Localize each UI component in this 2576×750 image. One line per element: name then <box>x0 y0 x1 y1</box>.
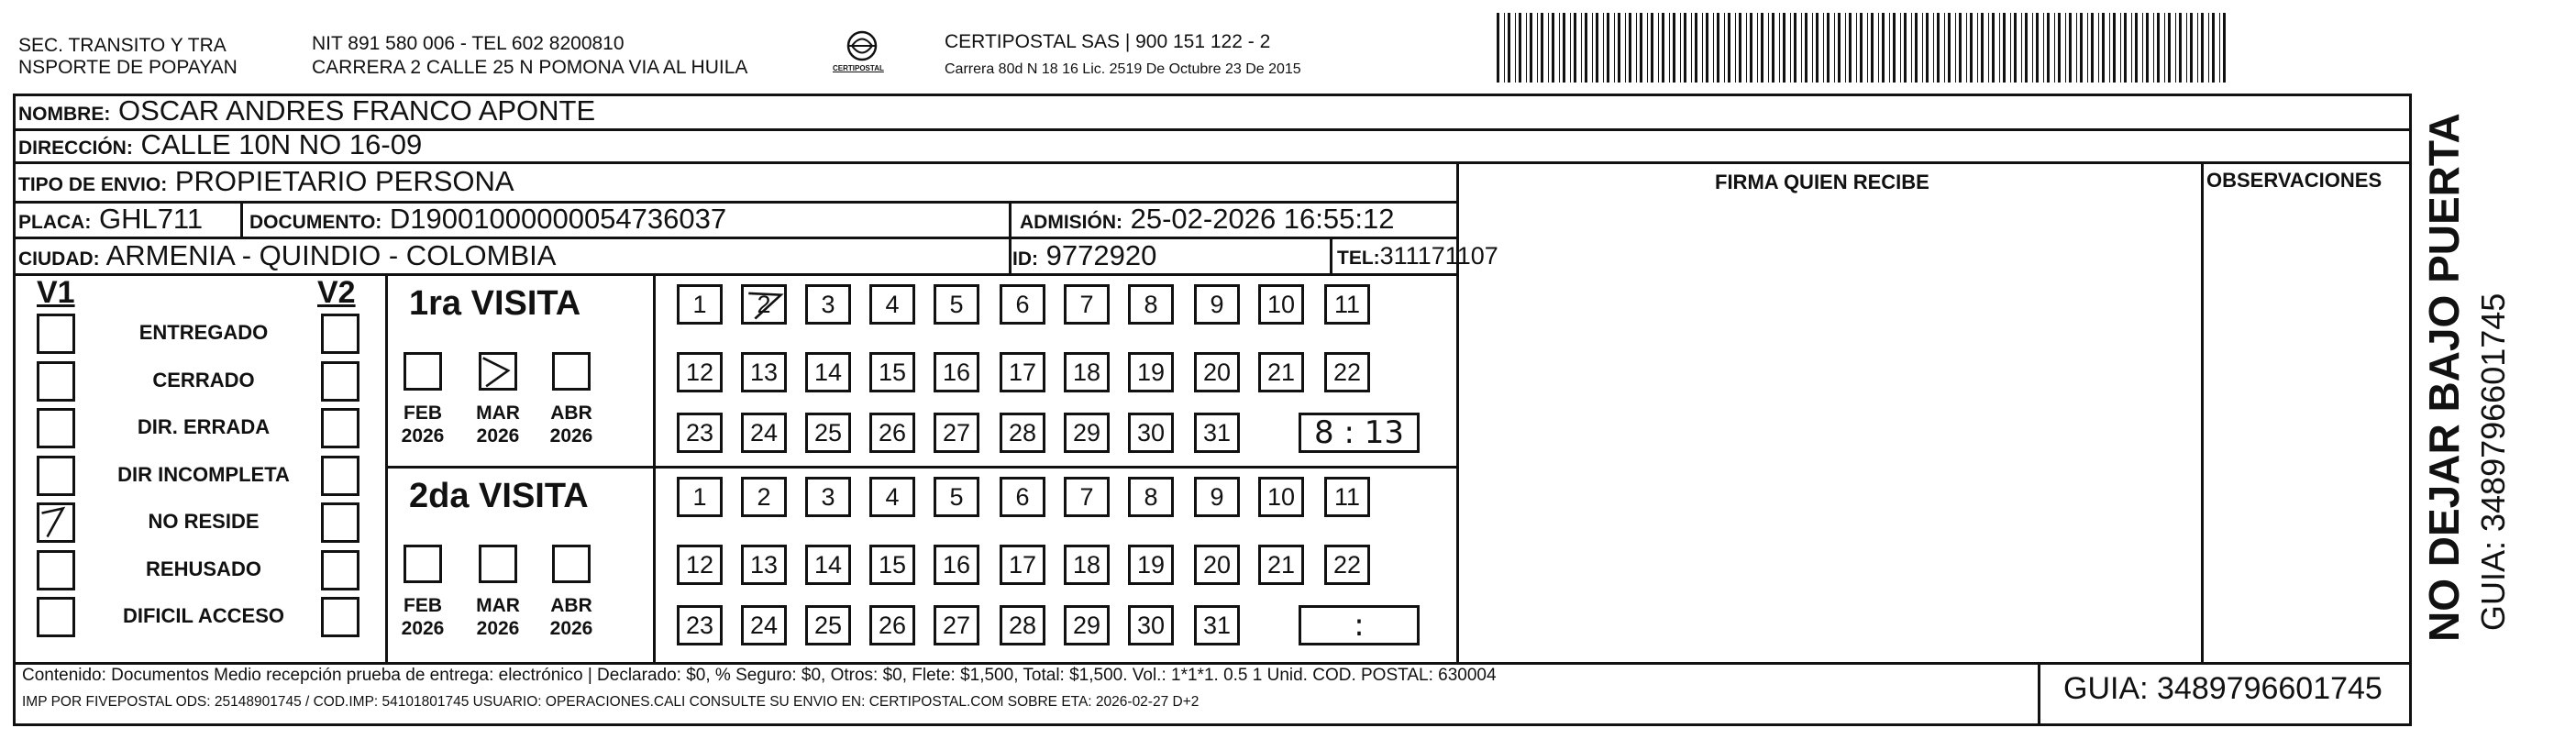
day-box[interactable]: 11 <box>1324 477 1370 517</box>
barcode-bar <box>1581 13 1582 83</box>
barcode-bar <box>1717 13 1719 83</box>
day-box[interactable]: 14 <box>805 352 851 392</box>
ciudad-field <box>18 240 556 275</box>
month-name: MAR <box>476 403 520 424</box>
barcode-bar <box>1757 13 1758 83</box>
logo-icon <box>835 28 890 83</box>
day-box[interactable]: 16 <box>934 545 979 585</box>
barcode-bar <box>2164 13 2165 83</box>
sender-name-line1: SEC. TRANSITO Y TRA <box>18 35 227 56</box>
placa-label: PLACA: <box>18 212 92 233</box>
day-box[interactable]: 19 <box>1128 352 1174 392</box>
day-box[interactable]: 8 <box>1128 477 1174 517</box>
barcode-bar <box>1999 13 2000 83</box>
day-box[interactable]: 18 <box>1064 352 1110 392</box>
day-box[interactable]: 4 <box>869 284 915 325</box>
barcode-bar <box>1889 13 1890 83</box>
month-label <box>470 594 526 640</box>
barcode-bar <box>1618 13 1620 83</box>
barcode-bar <box>1761 13 1763 83</box>
placa-value: GHL711 <box>98 203 204 235</box>
rule-firma-left <box>1456 161 1459 663</box>
day-box[interactable]: 25 <box>805 413 851 453</box>
barcode-bar <box>1816 13 1819 83</box>
month-year: 2026 <box>401 425 445 447</box>
sender-address: CARRERA 2 CALLE 25 N POMONA VIA AL HUILA <box>312 57 748 78</box>
direccion-label: DIRECCIÓN: <box>18 138 133 159</box>
day-box[interactable]: 1 <box>677 284 723 325</box>
barcode-bar <box>2054 13 2055 83</box>
day-box[interactable]: 9 <box>1194 284 1240 325</box>
barcode-bar <box>1937 13 1940 83</box>
visit-time-box[interactable]: 8 : 13 <box>1299 413 1420 453</box>
barcode-bar <box>2190 13 2193 83</box>
day-box[interactable]: 30 <box>1128 605 1174 645</box>
barcode-bar <box>1563 13 1565 83</box>
barcode-bar <box>2021 13 2022 83</box>
barcode-bar <box>1596 13 1598 83</box>
day-box[interactable]: 21 <box>1258 545 1304 585</box>
barcode-bar <box>2010 13 2011 83</box>
barcode-bar <box>1603 13 1604 83</box>
nombre-label: NOMBRE: <box>18 104 111 125</box>
barcode-bar <box>1592 13 1593 83</box>
month-name: FEB <box>404 403 442 424</box>
barcode-bar <box>1955 13 1956 83</box>
barcode-bar <box>2080 13 2083 83</box>
barcode-bar <box>2186 13 2187 83</box>
barcode-bar <box>1856 13 1857 83</box>
day-box[interactable]: 6 <box>1000 477 1045 517</box>
day-box[interactable]: 7 <box>1064 284 1110 325</box>
day-box[interactable]: 3 <box>805 284 851 325</box>
barcode-bar <box>1695 13 1697 83</box>
barcode-bar <box>2113 13 2116 83</box>
barcode-bar <box>1966 13 1967 83</box>
day-box[interactable]: 16 <box>934 352 979 392</box>
day-box[interactable]: 10 <box>1258 284 1304 325</box>
day-box[interactable]: 9 <box>1194 477 1240 517</box>
barcode-bar <box>2168 13 2171 83</box>
barcode-bar <box>1783 13 1786 83</box>
visit-title: 2da VISITA <box>409 477 589 515</box>
barcode-bar <box>2223 13 2226 83</box>
barcode-bar <box>2157 13 2160 83</box>
barcode-bar <box>1882 13 1885 83</box>
barcode-bar <box>1559 13 1560 83</box>
status-label: CERRADO <box>152 368 255 392</box>
footer-imp: IMP POR FIVEPOSTAL ODS: 25148901745 / COD.IMP: 54101801745 USUARIO: OPERACIONES.CALI CONSULTE SU ENVIO EN: CERTIPOSTAL.COM SOBRE ETA: 2026-02-27 D+2 <box>22 694 1200 710</box>
barcode-bar <box>1922 13 1923 83</box>
v1-header: V1 <box>37 275 75 310</box>
side-warning: NO DEJAR BAJO PUERTA <box>2420 113 2468 642</box>
barcode-bar <box>2102 13 2105 83</box>
v2-checkbox[interactable] <box>321 456 359 496</box>
barcode-bar <box>1691 13 1692 83</box>
footer-contenido: Contenido: Documentos Medio recepción prueba de entrega: electrónico | Declarado: $0, % Seguro: $0, Otros: $0, Flete: $1,500, Total: $1,500. Vol.: 1*1*1. 0.5 1 Unid. COD. POSTAL: 630004 <box>22 666 1497 685</box>
barcode-bar <box>1860 13 1863 83</box>
placa-field <box>18 204 203 238</box>
month-checkbox[interactable] <box>404 545 442 583</box>
barcode-bar <box>1658 13 1659 83</box>
day-box[interactable]: 21 <box>1258 352 1304 392</box>
barcode-bar <box>1970 13 1973 83</box>
barcode-bar <box>1812 13 1813 83</box>
barcode-bar <box>1625 13 1626 83</box>
barcode-bar <box>1790 13 1791 83</box>
barcode-bar <box>1849 13 1852 83</box>
barcode-bar <box>1548 13 1549 83</box>
company-license: Carrera 80d N 18 16 Lic. 2519 De Octubre 23 De 2015 <box>945 61 1301 77</box>
month-label <box>543 402 600 447</box>
tipo-envio-value: PROPIETARIO PERSONA <box>174 165 514 197</box>
id-label: ID: <box>1012 248 1038 270</box>
month-label <box>394 594 451 640</box>
barcode-bar <box>2142 13 2143 83</box>
barcode-bar <box>1871 13 1874 83</box>
barcode-bar <box>1768 13 1769 83</box>
ciudad-label: CIUDAD: <box>18 248 100 270</box>
status-label: DIFICIL ACCESO <box>122 604 284 627</box>
tipo-envio-label: TIPO DE ENVIO: <box>18 174 168 195</box>
tel-field <box>1337 240 1498 274</box>
day-box[interactable]: 8 <box>1128 284 1174 325</box>
side-guia: GUIA: 3489796601745 <box>2474 292 2512 631</box>
day-box[interactable]: 13 <box>741 352 787 392</box>
barcode-bar <box>2003 13 2006 83</box>
barcode-bar <box>1948 13 1951 83</box>
barcode-bar <box>1713 13 1714 83</box>
tel-value: 311171107 <box>1379 242 1498 270</box>
status-label: DIR. ERRADA <box>137 415 271 438</box>
firma-header: FIRMA QUIEN RECIBE <box>1715 171 1929 193</box>
day-box[interactable]: 12 <box>677 352 723 392</box>
month-checkbox[interactable] <box>552 352 591 391</box>
status-label: ENTREGADO <box>138 321 269 344</box>
barcode-bar <box>1607 13 1609 83</box>
company-name: CERTIPOSTAL SAS | 900 151 122 - 2 <box>945 31 1271 52</box>
v2-checkbox[interactable] <box>321 408 359 448</box>
v2-checkbox[interactable] <box>321 550 359 590</box>
month-year: 2026 <box>401 618 445 639</box>
rule-admision-sep <box>1009 201 1012 274</box>
barcode-bar <box>1629 13 1631 83</box>
day-box[interactable]: 13 <box>741 545 787 585</box>
v2-checkbox[interactable] <box>321 597 359 637</box>
v2-header: V2 <box>317 275 356 310</box>
day-box[interactable]: 28 <box>1000 413 1045 453</box>
documento-label: DOCUMENTO: <box>249 212 382 233</box>
barcode-bar <box>2091 13 2094 83</box>
documento-field <box>249 204 726 238</box>
barcode-bar <box>1636 13 1637 83</box>
month-year: 2026 <box>549 618 593 639</box>
barcode-bar <box>1662 13 1664 83</box>
observaciones-header: OBSERVACIONES <box>2206 169 2383 192</box>
day-box[interactable]: 20 <box>1194 352 1240 392</box>
barcode-bar <box>1702 13 1703 83</box>
day-box[interactable]: 26 <box>869 413 915 453</box>
barcode-bar <box>1735 13 1736 83</box>
barcode-bar <box>2065 13 2066 83</box>
v2-checkbox[interactable] <box>321 361 359 402</box>
month-label <box>470 402 526 447</box>
observaciones-area[interactable] <box>2205 202 2408 658</box>
barcode-bar <box>1823 13 1824 83</box>
barcode-bar <box>2135 13 2138 83</box>
day-box[interactable]: 11 <box>1324 284 1370 325</box>
certipostal-logo <box>835 28 890 83</box>
ciudad-value: ARMENIA - QUINDIO - COLOMBIA <box>105 239 557 271</box>
month-year: 2026 <box>549 425 593 447</box>
barcode-bar <box>2201 13 2204 83</box>
barcode-bar <box>2043 13 2044 83</box>
month-label <box>543 594 600 640</box>
nombre-value: OSCAR ANDRES FRANCO APONTE <box>117 94 596 127</box>
month-checkbox[interactable] <box>552 545 591 583</box>
day-box[interactable]: 4 <box>869 477 915 517</box>
barcode-bar <box>1801 13 1802 83</box>
barcode-bar <box>2098 13 2099 83</box>
day-box[interactable]: 20 <box>1194 545 1240 585</box>
barcode-bar <box>1541 13 1543 83</box>
barcode-bar <box>1779 13 1780 83</box>
day-box[interactable]: 17 <box>1000 545 1045 585</box>
day-box[interactable]: 3 <box>805 477 851 517</box>
barcode-bar <box>2047 13 2050 83</box>
day-box[interactable]: 6 <box>1000 284 1045 325</box>
barcode-bar <box>1640 13 1642 83</box>
day-box[interactable]: 24 <box>741 413 787 453</box>
barcode-bar <box>1684 13 1686 83</box>
admision-label: ADMISIÓN: <box>1020 212 1122 233</box>
barcode-bar <box>1680 13 1681 83</box>
barcode-bar <box>2197 13 2198 83</box>
barcode-bar <box>2076 13 2077 83</box>
month-checkbox[interactable] <box>479 352 517 391</box>
day-box[interactable]: 26 <box>869 605 915 645</box>
day-box[interactable]: 15 <box>869 352 915 392</box>
barcode-bar <box>1570 13 1571 83</box>
barcode-bar <box>1926 13 1929 83</box>
barcode-bar <box>2032 13 2033 83</box>
barcode-bar <box>1900 13 1901 83</box>
barcode-bar <box>2219 13 2220 83</box>
day-box[interactable]: 12 <box>677 545 723 585</box>
day-box[interactable]: 27 <box>934 413 979 453</box>
month-name: ABR <box>550 595 592 616</box>
barcode-bar <box>1647 13 1648 83</box>
barcode-bar <box>2208 13 2209 83</box>
barcode-bar <box>2131 13 2132 83</box>
day-box[interactable]: 14 <box>805 545 851 585</box>
v2-checkbox[interactable] <box>321 314 359 354</box>
barcode-bar <box>1992 13 1995 83</box>
barcode-bar <box>1673 13 1675 83</box>
barcode-bar <box>1904 13 1907 83</box>
barcode-bar <box>2014 13 2017 83</box>
sender-nit: NIT 891 580 006 - TEL 602 8200810 <box>312 33 625 54</box>
visit-title: 1ra VISITA <box>409 284 581 323</box>
barcode-bar <box>1959 13 1962 83</box>
day-box[interactable]: 24 <box>741 605 787 645</box>
day-box[interactable]: 17 <box>1000 352 1045 392</box>
barcode-bar <box>1739 13 1741 83</box>
barcode-bar <box>1772 13 1774 83</box>
direccion-value: CALLE 10N NO 16-09 <box>140 128 423 160</box>
logo-text: CERTIPOSTAL <box>833 64 884 72</box>
barcode-bar <box>1508 13 1510 83</box>
barcode-bar <box>2087 13 2088 83</box>
rule-visit-split <box>385 466 1456 469</box>
barcode-bar <box>2058 13 2061 83</box>
barcode-bar <box>1867 13 1868 83</box>
tipo-envio-field <box>18 166 514 201</box>
status-label: DIR INCOMPLETA <box>117 462 290 486</box>
barcode-bar <box>1574 13 1576 83</box>
barcode-bar <box>1519 13 1521 83</box>
day-box[interactable]: 28 <box>1000 605 1045 645</box>
day-box[interactable]: 29 <box>1064 605 1110 645</box>
barcode-bar <box>2146 13 2149 83</box>
barcode-bar <box>1706 13 1708 83</box>
barcode-bar <box>1838 13 1841 83</box>
day-box[interactable]: 22 <box>1324 352 1370 392</box>
barcode-bar <box>1728 13 1730 83</box>
barcode-bar <box>1878 13 1879 83</box>
month-year: 2026 <box>476 425 520 447</box>
barcode-bar <box>2036 13 2039 83</box>
barcode-bar <box>2120 13 2121 83</box>
barcode-bar <box>1794 13 1797 83</box>
check-mark-icon <box>481 355 514 388</box>
visit-time-box[interactable]: : <box>1299 605 1420 645</box>
month-checkbox[interactable] <box>479 545 517 583</box>
rule-obs-left <box>2201 161 2204 663</box>
barcode-bar <box>1827 13 1830 83</box>
barcode-icon <box>1495 13 2228 83</box>
barcode-bar <box>1893 13 1896 83</box>
day-box[interactable]: 31 <box>1194 413 1240 453</box>
day-box[interactable]: 2 <box>741 477 787 517</box>
barcode-bar <box>1669 13 1670 83</box>
barcode-bar <box>1933 13 1934 83</box>
barcode-bar <box>2069 13 2072 83</box>
footer-guia: GUIA: 3489796601745 <box>2063 671 2383 706</box>
day-box[interactable]: 18 <box>1064 545 1110 585</box>
day-box[interactable]: 22 <box>1324 545 1370 585</box>
day-box[interactable]: 19 <box>1128 545 1174 585</box>
day-box[interactable]: 15 <box>869 545 915 585</box>
id-value: 9772920 <box>1045 239 1157 271</box>
direccion-field <box>18 129 422 164</box>
barcode-bar <box>1911 13 1912 83</box>
barcode-bar <box>1585 13 1587 83</box>
day-box[interactable]: 7 <box>1064 477 1110 517</box>
barcode-bar <box>2124 13 2127 83</box>
month-label <box>394 402 451 447</box>
day-box[interactable]: 31 <box>1194 605 1240 645</box>
id-field <box>1012 240 1156 275</box>
barcode-bar <box>1614 13 1615 83</box>
barcode-bar <box>1988 13 1989 83</box>
barcode-bar <box>1504 13 1505 83</box>
sender-name-line2: NSPORTE DE POPAYAN <box>18 57 238 78</box>
barcode-bar <box>1750 13 1752 83</box>
barcode-bar <box>1746 13 1747 83</box>
day-box[interactable]: 30 <box>1128 413 1174 453</box>
month-name: FEB <box>404 595 442 616</box>
barcode-bar <box>2175 13 2176 83</box>
day-box[interactable]: 25 <box>805 605 851 645</box>
barcode-bar <box>1845 13 1846 83</box>
day-box[interactable]: 2 <box>741 284 787 325</box>
day-box[interactable]: 10 <box>1258 477 1304 517</box>
barcode-bar <box>1537 13 1538 83</box>
admision-field <box>1020 204 1394 238</box>
barcode-bar <box>1651 13 1653 83</box>
documento-value: D19001000000054736037 <box>389 203 727 235</box>
barcode-bar <box>2212 13 2215 83</box>
day-box[interactable]: 5 <box>934 284 979 325</box>
rule-footer <box>13 662 2412 665</box>
barcode-bar <box>1944 13 1945 83</box>
tel-label: TEL: <box>1337 248 1380 269</box>
barcode-bar <box>2153 13 2154 83</box>
barcode-bar <box>1530 13 1532 83</box>
barcode-bar <box>1981 13 1984 83</box>
month-year: 2026 <box>476 618 520 639</box>
status-label: NO RESIDE <box>148 510 260 533</box>
admision-value: 25-02-2026 16:55:12 <box>1130 203 1395 235</box>
day-box[interactable]: 29 <box>1064 413 1110 453</box>
barcode-bar <box>1977 13 1978 83</box>
barcode-bar <box>1805 13 1808 83</box>
barcode-bar <box>2179 13 2182 83</box>
month-checkbox[interactable] <box>404 352 442 391</box>
day-box[interactable]: 27 <box>934 605 979 645</box>
barcode-bar <box>1497 13 1499 83</box>
day-box[interactable]: 23 <box>677 605 723 645</box>
day-box[interactable]: 23 <box>677 413 723 453</box>
status-label: REHUSADO <box>146 557 261 580</box>
firma-signature-area[interactable] <box>1460 282 2197 658</box>
day-box[interactable]: 5 <box>934 477 979 517</box>
barcode-bar <box>2025 13 2028 83</box>
barcode-bar <box>1915 13 1918 83</box>
barcode-bar <box>1834 13 1835 83</box>
barcode-bar <box>2109 13 2110 83</box>
barcode-bar <box>1526 13 1527 83</box>
rule-footer-guia <box>2038 662 2040 726</box>
strike-mark-icon <box>744 287 784 322</box>
v2-checkbox[interactable] <box>321 502 359 543</box>
barcode-bar <box>1515 13 1516 83</box>
day-box[interactable]: 1 <box>677 477 723 517</box>
rule-tel-sep <box>1330 237 1332 274</box>
barcode-bar <box>1552 13 1554 83</box>
month-name: MAR <box>476 595 520 616</box>
rule-placa-sep <box>240 201 243 237</box>
month-name: ABR <box>550 403 592 424</box>
nombre-field <box>18 95 595 130</box>
barcode-bar <box>1724 13 1725 83</box>
